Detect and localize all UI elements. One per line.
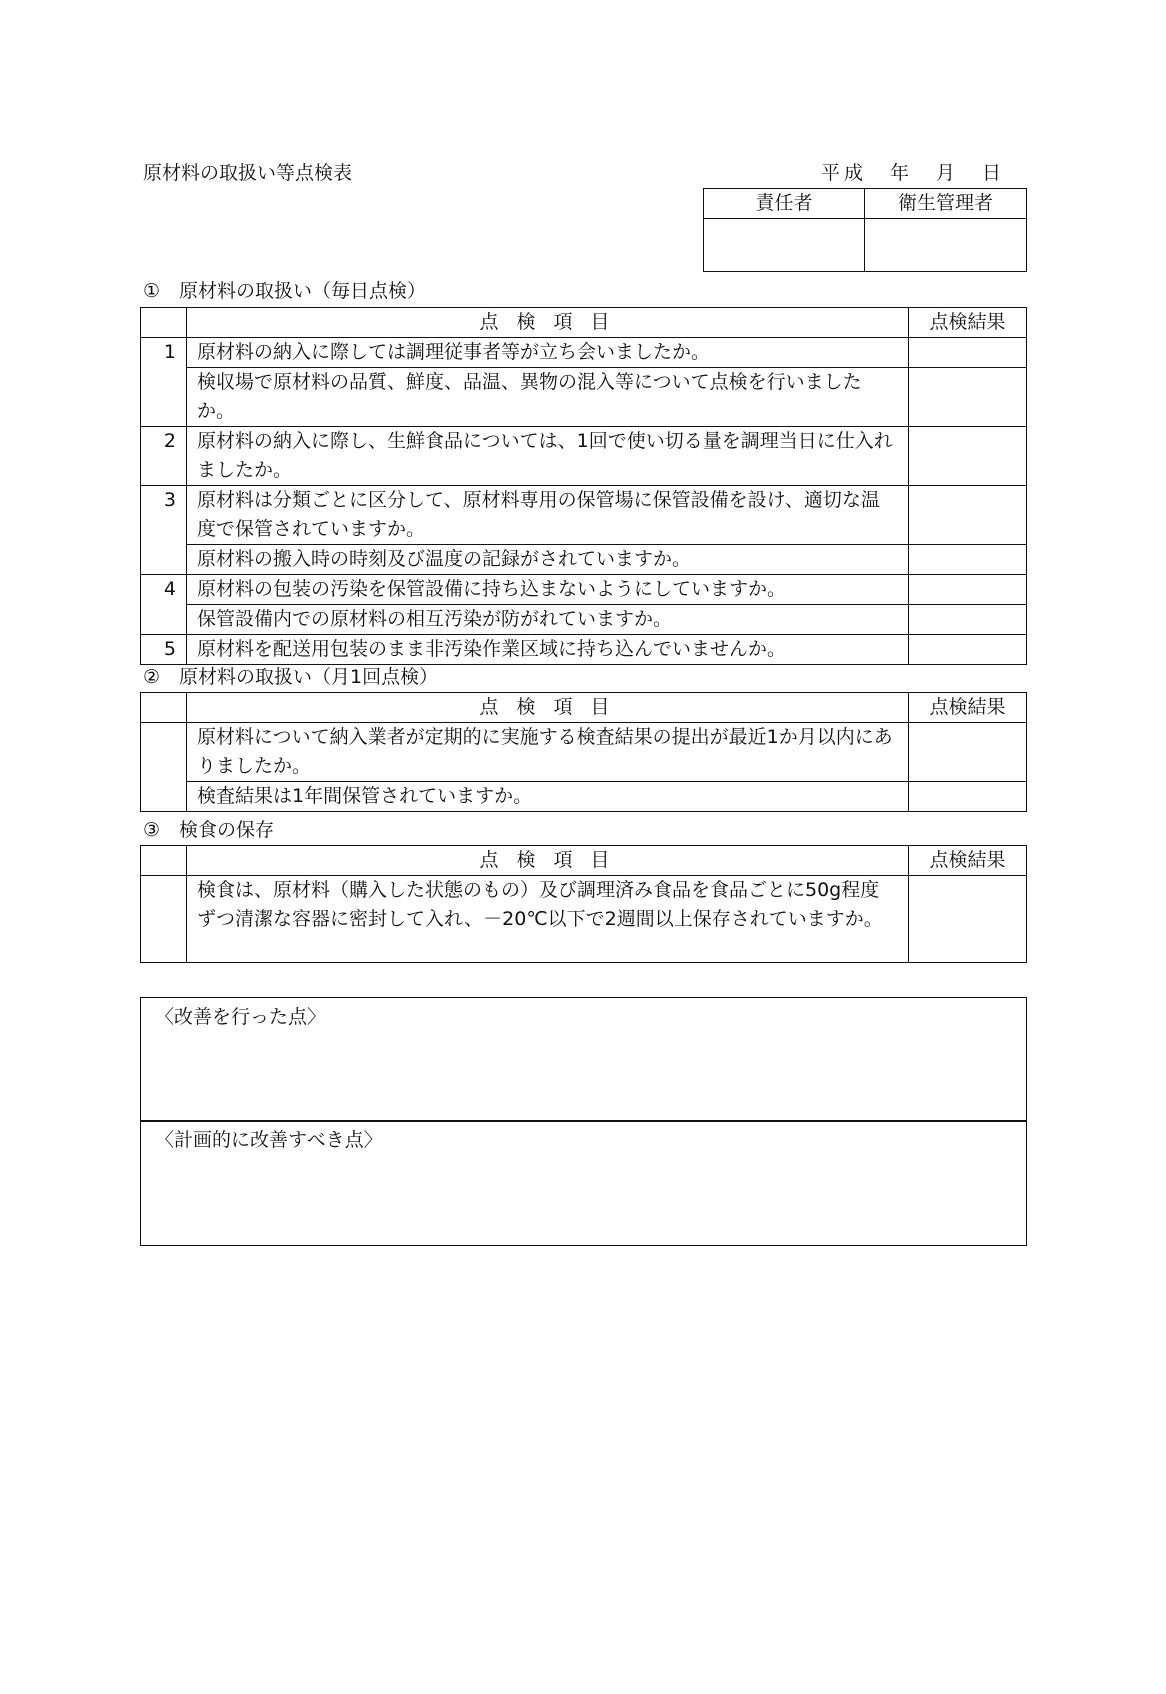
date-field[interactable]: 平成 年 月 日 <box>821 162 1006 184</box>
item-text: 検食は、原材料（購入した状態のもの）及び調理済み食品を食品ごとに50g程度ずつ清潔な容器に密封して入れ、－20℃以下で2週間以上保存されていますか。 <box>187 876 909 963</box>
section1-table <box>140 307 1027 665</box>
item-text: 検査結果は1年間保管されていますか。 <box>187 782 909 812</box>
item-text: 保管設備内での原材料の相互汚染が防がれていますか。 <box>187 605 909 635</box>
hygiene-manager-stamp-cell[interactable] <box>865 219 1027 272</box>
num-header <box>141 846 187 876</box>
result-cell[interactable] <box>909 782 1027 812</box>
table-row <box>141 876 1027 963</box>
item-header: 点 検 項 目 <box>187 846 909 876</box>
table-row <box>141 635 1027 665</box>
hygiene-manager-label: 衛生管理者 <box>865 189 1027 219</box>
table-row <box>141 338 1027 368</box>
result-cell[interactable] <box>909 605 1027 635</box>
item-text: 原材料の納入に際し、生鮮食品については、1回で使い切る量を調理当日に仕入れましたか。 <box>187 427 909 486</box>
result-cell[interactable] <box>909 575 1027 605</box>
item-number <box>141 876 187 963</box>
item-text: 原材料の納入に際しては調理従事者等が立ち会いましたか。 <box>187 338 909 368</box>
planned-improvements-label: 〈計画的に改善すべき点〉 <box>155 1129 383 1151</box>
table-row <box>141 575 1027 605</box>
section2-table <box>140 692 1027 812</box>
section3-table <box>140 845 1027 963</box>
result-cell[interactable] <box>909 486 1027 545</box>
result-cell[interactable] <box>909 635 1027 665</box>
responsible-stamp-cell[interactable] <box>704 219 865 272</box>
item-text: 原材料について納入業者が定期的に実施する検査結果の提出が最近1か月以内にありましたか。 <box>187 723 909 782</box>
section3-heading: ③ 検食の保存 <box>143 819 275 841</box>
table-row <box>141 427 1027 486</box>
result-cell[interactable] <box>909 427 1027 486</box>
result-header: 点検結果 <box>909 308 1027 338</box>
improved-points-label: 〈改善を行った点〉 <box>155 1006 327 1028</box>
result-header: 点検結果 <box>909 693 1027 723</box>
item-header: 点 検 項 目 <box>187 693 909 723</box>
item-number <box>141 723 187 812</box>
result-cell[interactable] <box>909 338 1027 368</box>
result-cell[interactable] <box>909 368 1027 427</box>
item-header: 点 検 項 目 <box>187 308 909 338</box>
result-header: 点検結果 <box>909 846 1027 876</box>
table-row <box>141 723 1027 782</box>
item-text: 原材料を配送用包装のまま非汚染作業区域に持ち込んでいませんか。 <box>187 635 909 665</box>
signature-table <box>703 188 1027 272</box>
item-number: 5 <box>141 635 187 665</box>
item-text: 原材料の搬入時の時刻及び温度の記録がされていますか。 <box>187 545 909 575</box>
section1-heading: ① 原材料の取扱い（毎日点検） <box>143 280 427 302</box>
result-cell[interactable] <box>909 723 1027 782</box>
num-header <box>141 308 187 338</box>
responsible-label: 責任者 <box>704 189 865 219</box>
table-row <box>141 545 1027 575</box>
item-text: 原材料の包装の汚染を保管設備に持ち込まないようにしていますか。 <box>187 575 909 605</box>
item-number: 1 <box>141 338 187 427</box>
improved-points-box[interactable] <box>140 997 1027 1122</box>
result-cell[interactable] <box>909 876 1027 963</box>
table-row <box>141 605 1027 635</box>
result-cell[interactable] <box>909 545 1027 575</box>
item-text: 原材料は分類ごとに区分して、原材料専用の保管場に保管設備を設け、適切な温度で保管されていますか。 <box>187 486 909 545</box>
item-text: 検収場で原材料の品質、鮮度、品温、異物の混入等について点検を行いましたか。 <box>187 368 909 427</box>
table-row <box>141 782 1027 812</box>
table-row <box>141 486 1027 545</box>
item-number: 3 <box>141 486 187 575</box>
section2-heading: ② 原材料の取扱い（月1回点検） <box>143 666 439 688</box>
item-number: 4 <box>141 575 187 635</box>
num-header <box>141 693 187 723</box>
document-title: 原材料の取扱い等点検表 <box>143 162 353 184</box>
item-number: 2 <box>141 427 187 486</box>
planned-improvements-box[interactable] <box>140 1120 1027 1246</box>
table-row <box>141 368 1027 427</box>
